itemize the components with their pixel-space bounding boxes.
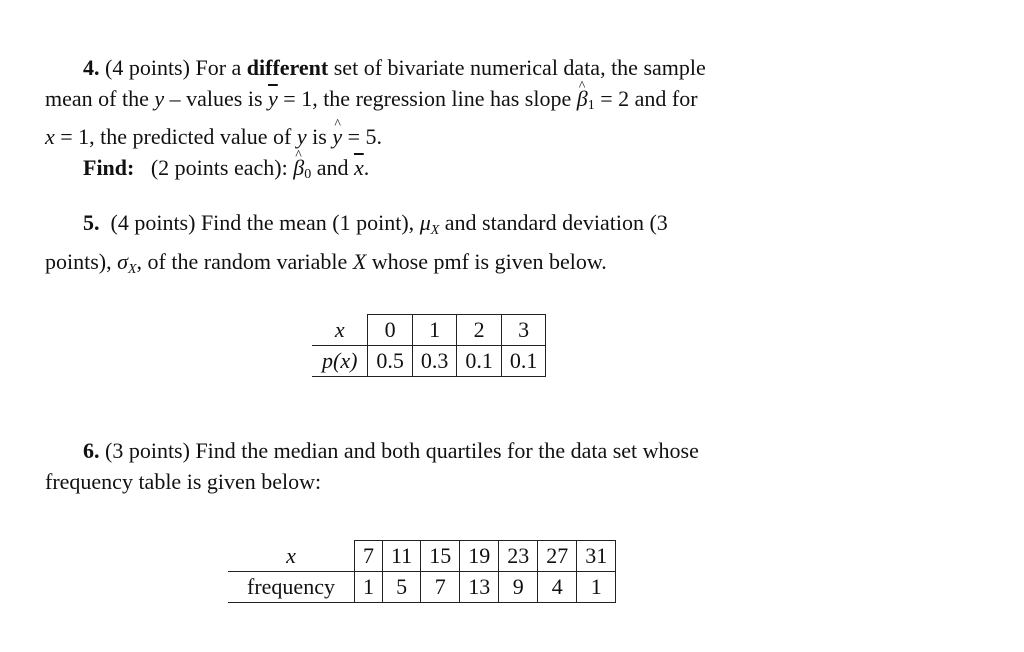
freq-f-value: 9 (499, 572, 538, 603)
q6-number: 6. (83, 438, 100, 463)
freq-x-value: 27 (538, 541, 577, 572)
math-beta1-hat (577, 83, 588, 114)
freq-row-x (228, 541, 616, 572)
pmf-x-value: 2 (457, 315, 502, 346)
q5-text: and standard deviation (3 (444, 210, 668, 235)
pmf-label-p: p(x) (312, 346, 368, 377)
math-ybar: $\overline{y}$ (268, 86, 278, 111)
pmf-x-value: 0 (368, 315, 413, 346)
math-sigma: σ (117, 249, 128, 274)
q5-number: 5. (83, 210, 100, 235)
q4-text: = 2 and for (600, 86, 698, 111)
freq-f-value: 7 (421, 572, 460, 603)
q4-text: mean of the (45, 86, 149, 111)
q4-line-4 (45, 152, 890, 190)
find-label: Find: (83, 155, 135, 180)
q4-text: (2 points each): (150, 155, 288, 180)
question-4 (45, 52, 890, 190)
pmf-row-p (312, 346, 546, 377)
math-yhat (332, 121, 342, 152)
math-X: X (352, 249, 367, 274)
freq-x-value: 15 (421, 541, 460, 572)
freq-f-value: 4 (538, 572, 577, 603)
freq-f-value: 13 (460, 572, 499, 603)
q6-line-2 (45, 466, 890, 497)
freq-x-value: 11 (383, 541, 421, 572)
math-sub: X (127, 262, 137, 277)
math-mu: μ (419, 210, 431, 235)
q4-text: = 1, the regression line has slope (283, 86, 572, 111)
q4-text: – values is (169, 86, 263, 111)
freq-x-value: 23 (499, 541, 538, 572)
pmf-row-x (312, 315, 546, 346)
freq-x-value: 19 (460, 541, 499, 572)
question-5 (45, 207, 890, 285)
math-sub: 1 (587, 98, 595, 113)
pmf-p-value: 0.1 (501, 346, 546, 377)
math-beta: β (293, 155, 305, 180)
q6-text: (3 points) Find the median and both quartiles for the data set whose (105, 438, 699, 463)
q6-line-1 (45, 435, 890, 466)
q4-text: For a (195, 55, 242, 80)
math-sub: X (430, 223, 440, 238)
math-x: x (45, 124, 55, 149)
question-6 (45, 435, 890, 497)
math-sub: 0 (304, 167, 312, 182)
freq-f-value: 1 (577, 572, 616, 603)
q4-text: = 1, the predicted value of (60, 124, 292, 149)
q5-line-2 (45, 246, 890, 285)
frequency-table (228, 540, 616, 603)
q4-line-1 (45, 52, 890, 83)
math-xbar: $\overline{x}$ (353, 155, 364, 180)
q4-points: (4 points) (105, 55, 190, 80)
pmf-p-value: 0.1 (457, 346, 502, 377)
q5-text: whose pmf is given below. (371, 249, 607, 274)
pmf-table (312, 314, 546, 377)
pmf-label-x: x (312, 315, 368, 346)
q4-number: 4. (83, 55, 100, 80)
freq-label-x: x (228, 541, 355, 572)
q4-emphasis: different (246, 55, 329, 80)
q5-line-1 (45, 207, 890, 246)
q4-text: is (312, 124, 327, 149)
q5-text: , of the random variable (136, 249, 348, 274)
math-y: y (296, 124, 307, 149)
math-y: y (332, 124, 343, 149)
math-y: y (154, 86, 165, 111)
q5-text: points), (45, 249, 112, 274)
freq-label-frequency: frequency (228, 572, 355, 603)
q5-text: (4 points) Find the mean (1 point), (110, 210, 415, 235)
pmf-p-value: 0.3 (412, 346, 457, 377)
q4-text: = 5. (347, 124, 383, 149)
q4-text: . (363, 155, 370, 180)
freq-row-f (228, 572, 616, 603)
q4-line-3 (45, 121, 890, 152)
math-beta0-hat (293, 152, 304, 183)
pmf-x-value: 1 (412, 315, 457, 346)
q4-text: set of bivariate numerical data, the sample (333, 55, 706, 80)
math-beta: β (576, 86, 588, 111)
pmf-p-value: 0.5 (368, 346, 413, 377)
q4-text: and (316, 155, 349, 180)
freq-x-value: 31 (577, 541, 616, 572)
q6-text: frequency table is given below: (45, 469, 322, 494)
q4-line-2 (45, 83, 890, 121)
freq-f-value: 1 (355, 572, 383, 603)
freq-x-value: 7 (355, 541, 383, 572)
freq-f-value: 5 (383, 572, 421, 603)
pmf-x-value: 3 (501, 315, 546, 346)
